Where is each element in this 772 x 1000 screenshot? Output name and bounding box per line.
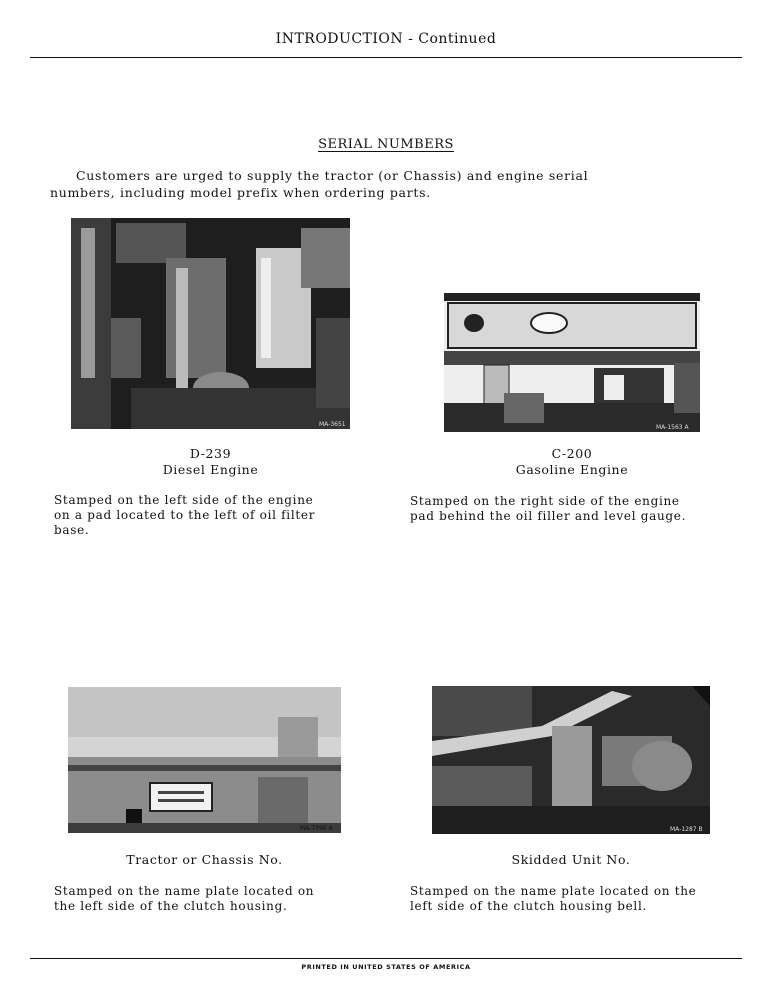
- diesel-engine-type: Diesel Engine: [162, 462, 259, 477]
- intro-paragraph: [50, 167, 690, 201]
- tractor-chassis-caption: Tractor or Chassis No.: [126, 852, 283, 867]
- gasoline-photo-code: MA-1563 A: [656, 424, 689, 431]
- skidded-unit-photo: [432, 686, 710, 834]
- footer-printed-note: PRINTED IN UNITED STATES OF AMERICA: [301, 963, 471, 971]
- tractor-photo-code: MA-7396 A: [300, 825, 333, 832]
- skidded-unit-serial-location: Stamped on the name plate located on the left side of the clutch housing bell.: [410, 884, 697, 913]
- diesel-model: D-239: [189, 446, 232, 461]
- intro-line-1: Customers are urged to supply the tractor (or Chassis) and engine serial: [76, 168, 589, 183]
- footer-rule: [30, 958, 742, 959]
- page-header-title: INTRODUCTION - Continued: [275, 31, 497, 47]
- gasoline-model: C-200: [551, 446, 593, 461]
- skidded-photo-code: MA-1287 B: [670, 826, 703, 833]
- skidded-unit-caption: Skidded Unit No.: [511, 852, 631, 867]
- gasoline-engine-photo: [444, 293, 700, 432]
- diesel-photo-code: MA-3651: [319, 421, 346, 428]
- tractor-chassis-photo: [68, 687, 341, 833]
- header-rule: [30, 57, 742, 58]
- diesel-engine-photo: [71, 218, 350, 429]
- gasoline-serial-location: Stamped on the right side of the engine pad behind the oil filler and level gauge.: [410, 494, 687, 523]
- diesel-serial-location: Stamped on the left side of the engine on a pad located to the left of oil filter base.: [54, 493, 316, 537]
- intro-line-2: numbers, including model prefix when ordering parts.: [50, 185, 431, 200]
- section-heading: SERIAL NUMBERS: [318, 137, 454, 152]
- gasoline-engine-type: Gasoline Engine: [515, 462, 629, 477]
- tractor-chassis-serial-location: Stamped on the name plate located on the left side of the clutch housing.: [54, 884, 315, 913]
